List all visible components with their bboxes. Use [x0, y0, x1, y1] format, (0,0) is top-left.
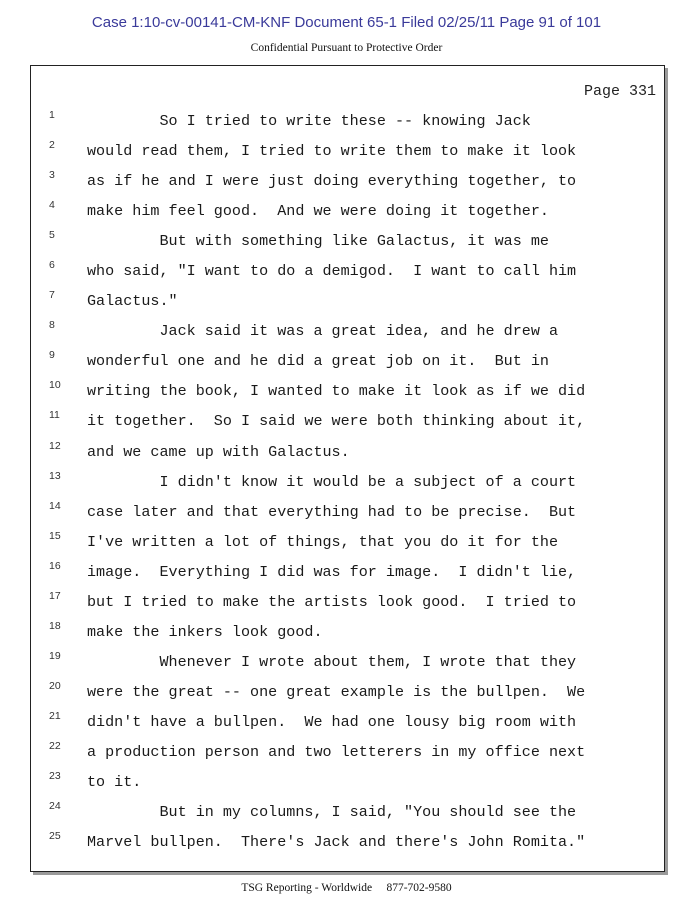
- transcript-line: [31, 467, 664, 497]
- line-text: to it.: [87, 773, 142, 792]
- line-text: who said, "I want to do a demigod. I want to call him: [87, 262, 577, 281]
- line-number: 8: [49, 319, 55, 332]
- transcript-line: [31, 617, 664, 647]
- line-text: and we came up with Galactus.: [87, 442, 350, 461]
- line-number: 17: [49, 589, 61, 602]
- transcript-line: [31, 797, 664, 827]
- line-number: 23: [49, 770, 61, 783]
- line-text: I didn't know it would be a subject of a court: [87, 472, 577, 491]
- line-number: 3: [49, 169, 55, 182]
- line-text: writing the book, I wanted to make it look as if we did: [87, 382, 586, 401]
- transcript-line: [31, 587, 664, 617]
- line-text: image. Everything I did was for image. I didn't lie,: [87, 562, 577, 581]
- transcript-lines: [31, 106, 664, 857]
- line-text: I've written a lot of things, that you do it for the: [87, 532, 559, 551]
- line-number: 22: [49, 739, 61, 752]
- line-number: 16: [49, 559, 61, 572]
- line-number: 1: [49, 109, 55, 121]
- transcript-line: [31, 196, 664, 226]
- line-text: But in my columns, I said, "You should see the: [87, 803, 577, 822]
- line-text: So I tried to write these -- knowing Jack: [87, 112, 531, 130]
- line-number: 19: [49, 649, 61, 662]
- line-number: 15: [49, 529, 61, 542]
- line-number: 21: [49, 709, 61, 722]
- line-number: 18: [49, 619, 61, 632]
- line-number: 10: [49, 379, 61, 392]
- line-number: 2: [49, 139, 55, 152]
- transcript-line: [31, 136, 664, 166]
- line-number: 5: [49, 229, 55, 242]
- transcript-line: [31, 376, 664, 406]
- line-text: Galactus.": [87, 292, 178, 311]
- line-text: Marvel bullpen. There's Jack and there's John Romita.": [87, 833, 586, 852]
- line-text: wonderful one and he did a great job on it. But in: [87, 352, 549, 371]
- transcript-page: [30, 65, 665, 872]
- transcript-line: [31, 286, 664, 316]
- line-text: make him feel good. And we were doing it together.: [87, 202, 549, 221]
- line-number: 9: [49, 349, 55, 362]
- line-text: didn't have a bullpen. We had one lousy big room with: [87, 712, 577, 731]
- transcript-line: [31, 827, 664, 857]
- transcript-line: [31, 316, 664, 346]
- line-text: but I tried to make the artists look good. I tried to: [87, 592, 577, 611]
- transcript-line: [31, 527, 664, 557]
- line-text: Jack said it was a great idea, and he drew a: [87, 322, 559, 341]
- transcript-line: [31, 767, 664, 797]
- line-number: 12: [49, 439, 61, 452]
- line-number: 4: [49, 199, 55, 212]
- line-text: make the inkers look good.: [87, 622, 323, 641]
- line-text: were the great -- one great example is the bullpen. We: [87, 682, 586, 701]
- transcript-line: [31, 707, 664, 737]
- line-text: it together. So I said we were both thinking about it,: [87, 412, 586, 431]
- line-number: 24: [49, 800, 61, 813]
- line-text: a production person and two letterers in my office next: [87, 742, 586, 761]
- footer: TSG Reporting - Worldwide 877-702-9580: [241, 882, 452, 894]
- transcript-line: [31, 166, 664, 196]
- line-number: 20: [49, 679, 61, 692]
- transcript-line: [31, 497, 664, 527]
- line-text: But with something like Galactus, it was me: [87, 232, 549, 251]
- transcript-line: [31, 106, 664, 136]
- case-header: Case 1:10-cv-00141-CM-KNF Document 65-1 Filed 02/25/11 Page 91 of 101: [91, 14, 602, 31]
- confidential-notice: Confidential Pursuant to Protective Order: [250, 42, 443, 54]
- line-text: Whenever I wrote about them, I wrote that they: [87, 652, 577, 671]
- transcript-line: [31, 437, 664, 467]
- page-number: Page 331: [583, 83, 656, 100]
- transcript-line: [31, 346, 664, 376]
- transcript-line: [31, 557, 664, 587]
- transcript-line: [31, 677, 664, 707]
- transcript-line: [31, 647, 664, 677]
- line-text: case later and that everything had to be precise. But: [87, 502, 577, 521]
- line-number: 7: [49, 289, 55, 302]
- line-number: 13: [49, 469, 61, 482]
- transcript-line: [31, 256, 664, 286]
- line-number: 6: [49, 259, 55, 272]
- line-text: as if he and I were just doing everything together, to: [87, 172, 577, 191]
- line-number: 11: [49, 409, 60, 422]
- line-number: 14: [49, 499, 61, 512]
- transcript-line: [31, 226, 664, 256]
- line-text: would read them, I tried to write them to make it look: [87, 142, 577, 161]
- transcript-line: [31, 737, 664, 767]
- line-number: 25: [49, 830, 61, 843]
- transcript-line: [31, 406, 664, 436]
